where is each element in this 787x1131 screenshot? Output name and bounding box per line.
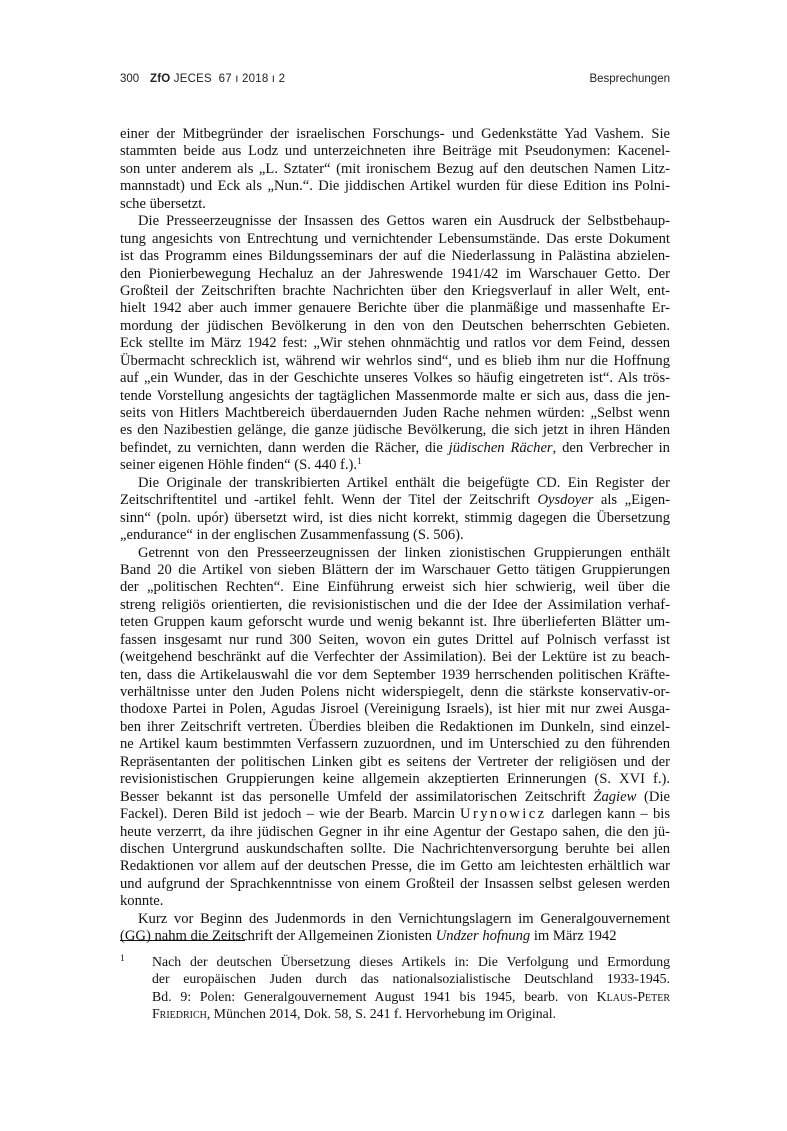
body-line-text: (weitgehend beschränkt auf die Verfechter der Assimilation). Bei der Lektüre ist zu beach- [120,649,670,666]
body-line [120,283,670,300]
body-line [120,562,670,579]
body-line-text: Übermacht schrecklich ist, während wir wehrlos sind“, und es blieb ihm nur die Hoffnung [120,352,670,369]
body-line-text: ben ihrer Zeitschrift vertreten. Überdies bleiben die Redaktionen im Dunkeln, sind einzel- [120,718,670,735]
footnote-line-text: Nach der deutschen Übersetzung dieses Artikels in: Die Verfolgung und Ermordung [152,954,670,969]
footnote-line-text: Bd. 9: Polen: Generalgouvernement August 1941 bis 1945, bearb. von [152,988,597,1004]
body-line-text: Kurz vor Beginn des Judenmords in den Vernichtungslagern im Generalgouvernement [138,910,670,927]
footnote-number: 1 [120,954,125,964]
body-line [120,248,670,265]
body-line [120,178,670,195]
body-line-text: seits von Hitlers Machtbereich überdauernden Juden Rache nehmen würden: „Selbst wenn [120,405,670,421]
body-line [120,684,670,701]
body-line [120,213,670,230]
italic-title: jüdischen Rächer [448,439,553,456]
body-line [120,649,670,666]
body-line [120,632,670,649]
body-line [120,824,670,841]
body-line [120,510,670,527]
editor-name: Urynowicz [460,806,547,823]
body-line [120,806,670,823]
author-name: Friedrich [152,1006,207,1022]
body-line-text: tende Vorstellung angesichts der tagtäglichen Massenmorde malte er sich aus, dass die jen- [120,387,670,404]
body-line [120,754,670,771]
italic-title: Żagiew [593,788,637,805]
body-line [120,911,670,928]
body-line [120,789,670,806]
body-line-text: son unter anderem als „L. Sztater“ (mit ironischem Bezug auf den deutschen Namen Litz- [120,160,670,177]
body-line-text: ne Artikel kaum bestimmten Verfassern zuzuordnen, und im Unterschied zu den führenden [120,736,670,753]
body-line [120,701,670,718]
body-line [120,545,670,562]
body-line-text: Getrennt von den Presseerzeugnissen der linken zionistischen Gruppierungen enthält [138,544,670,561]
body-line [120,667,670,684]
body-line [120,841,670,858]
body-line-text: stammten beide aus Lodz und unterzeichneten ihre Beiträge mit Pseudonymen: Kacenel- [120,143,670,160]
body-line [120,388,670,405]
body-line-text: Band 20 die Artikel von sieben Blättern der im Warschauer Getto tätigen Gruppierungen [120,561,670,578]
journal-issue: JECES 67 ı 2018 ı 2 [170,73,286,85]
body-line-text: , den Verbrecher in [552,439,670,456]
body-line-text: (GG) nahm die Zeitschrift der Allgemeinen Zionisten [120,928,436,945]
body-line [120,858,670,875]
body-line-text: auf „ein Wunder, das in der Geschichte unseres Volkes so häufig eingetreten ist“. Als trös- [120,370,670,387]
body-line-text: darlegen kann – bis [546,806,670,823]
body-line-text: seiner eigenen Höhle finden“ (S. 440 f.). [120,457,358,474]
body-line [120,440,670,457]
body-line [120,475,670,492]
body-line [120,719,670,736]
body-line [120,876,670,893]
body-line-text: Großteil der Zeitschriften brachte Nachrichten über den Kriegsverlauf in aller Welt, ent- [120,282,670,299]
journal-reference [150,73,285,85]
body-line-text: heute verzerrt, da ihre jüdischen Gegner in ihr eine Agentur der Gestapo sahen, die den jü- [120,823,670,840]
section-title: Besprechungen [589,73,670,85]
body-line-text: Eck stellte im März 1942 fest: „Wir stehen ohnmächtig und ratlos vor dem Feind, dessen [120,335,670,352]
body-line-text: streng religiös orientierten, die revisionistischen und die der Idee der Assimilation verhaf- [120,596,670,613]
body-line-text: Zeitschriftentitel und -artikel fehlt. Wenn der Titel der Zeitschrift [120,492,538,509]
body-line [120,370,670,387]
body-text [120,126,670,946]
body-line-text: Fackel). Deren Bild ist jedoch – wie der Bearb. Marcin [120,806,461,823]
body-line-text: fassen insgesamt nur rund 300 Seiten, wovon ein gutes Drittel auf Polnisch verfasst ist [120,631,670,648]
body-line-text: mannstadt) und Eck als „Nun.“. Die jiddischen Artikel wurden für diese Edition ins Polni- [120,178,670,195]
body-line [120,405,670,422]
body-line [120,771,670,788]
body-line [120,335,670,352]
body-line [120,300,670,317]
body-line-text: (Die [636,788,670,805]
body-line-text: teten Gruppen kaum geforscht wurde und wenig bekannt ist. Ihre überlieferten Blätter um- [120,614,670,631]
body-line [120,161,670,178]
body-line-text: ten, dass die Artikelauswahl die vor dem September 1939 herrschenden politischen Kräfte- [120,666,670,683]
footnote [120,953,670,1023]
body-line-text: den Pionierbewegung Hechaluz an der Jahreswende 1941/42 im Warschauer Getto. Der [120,265,670,282]
body-line [120,893,670,910]
body-line-text: es den Nazibestien gelänge, die ganze jüdische Bevölkerung, die sich jetzt in ihren Händen [120,422,670,439]
body-line [120,614,670,631]
body-line [120,492,670,509]
author-name: Klaus-Peter [596,988,670,1004]
footnote-line-text: , München 2014, Dok. 58, S. 241 f. Hervorhebung im Original. [206,1006,556,1022]
body-line-text: und aufgrund der Sprachkenntnisse von einem Großteil der Insassen selbst gelesen werden [120,875,670,892]
footnote-line [152,970,670,987]
body-line-text: einer der Mitbegründer der israelischen Forschungs- und Gedenkstätte Yad Vashem. Sie [120,126,670,142]
body-line-text: Repräsentanten der politischen Linken gibt es seitens der Vertreter der religiösen und der [120,753,670,770]
body-line [120,597,670,614]
footnote-line-text: der europäischen Juden durch das nationalsozialistische Deutschland 1933-1945. [152,971,670,987]
body-line-text: im März 1942 [530,928,617,945]
footnote-line [152,1005,670,1022]
footnote-marker: 1 [357,456,362,467]
body-line [120,196,670,213]
body-line [120,126,670,143]
body-line-text: tung angesichts von Entrechtung und vernichtender Lebensumstände. Das erste Dokument [120,230,670,247]
body-line-text: mordung der jüdischen Bevölkerung in den von den Deutschen beherrschten Gebieten. [120,317,670,334]
body-line-text: der „politischen Rechten“. Eine Einführung erweist sich hier schwierig, weil über die [120,579,670,596]
footnote-rule [120,940,245,941]
body-line [120,579,670,596]
body-line [120,353,670,370]
body-line-text: ist das Programm eines Bildungsseminars der auf die Niederlassung in Palästina abzielen- [120,248,670,265]
body-line [120,527,670,544]
body-line-text: verhältnisse unter den Juden Polens nicht widerspiegelt, denn die stärkste konservativ-or- [120,684,670,700]
body-line-text: Die Presseerzeugnisse der Insassen des Gettos waren ein Ausdruck der Selbstbehaup- [138,213,670,230]
page-number: 300 [120,73,140,85]
italic-title: Oysdoyer [537,492,594,509]
footnote-line [152,988,670,1005]
body-line [120,422,670,439]
body-line [120,736,670,753]
body-line [120,231,670,248]
body-line [120,266,670,283]
body-line [120,143,670,160]
footnote-text [152,953,670,1023]
body-line [120,318,670,335]
body-line-text: dischen Untergrund auskundschaften sollte. Die Nachrichtenversorgung beruhte bei allen [120,840,670,857]
footnote-line [152,953,670,970]
body-line-text: revisionistischen Gruppierungen keine allgemein akzeptierten Erinnerungen (S. XVI f.). [120,771,670,788]
body-line-text: hielt 1942 aber auch immer genauere Berichte über die planmäßige und massenhafte Er- [120,300,670,317]
body-line [120,928,670,945]
body-line-text: sinn“ (poln. upór) übersetzt wird, ist dies nicht korrekt, stimmig dagegen die Übersetzung [120,509,670,526]
body-line [120,457,670,474]
body-line-text: Besser bekannt ist das personelle Umfeld der assimilatorischen Zeitschrift [120,788,594,805]
journal-abbreviation: ZfO [150,73,171,85]
body-line-text: befindet, zu vernichten, dann werden die Rächer, die [120,439,449,456]
body-line-text: sche übersetzt. [120,195,206,212]
body-line-text: „endurance“ in der englischen Zusammenfassung (S. 506). [120,527,464,544]
body-line-text: Redaktionen vor allem auf der deutschen Presse, die im Getto am leichtesten erhältlich war [120,858,670,875]
body-line-text: konnte. [120,893,164,910]
running-header [120,73,670,91]
body-line-text: als „Eigen- [593,492,670,509]
body-line-text: thodoxe Partei in Polen, Agudas Jisroel (Vereinigung Israels), ist hier mit nur zwei Ausga- [120,701,670,718]
italic-title: Undzer hofnung [435,928,531,945]
body-line-text: Die Originale der transkribierten Artikel enthält die beigefügte CD. Ein Register der [138,474,670,491]
